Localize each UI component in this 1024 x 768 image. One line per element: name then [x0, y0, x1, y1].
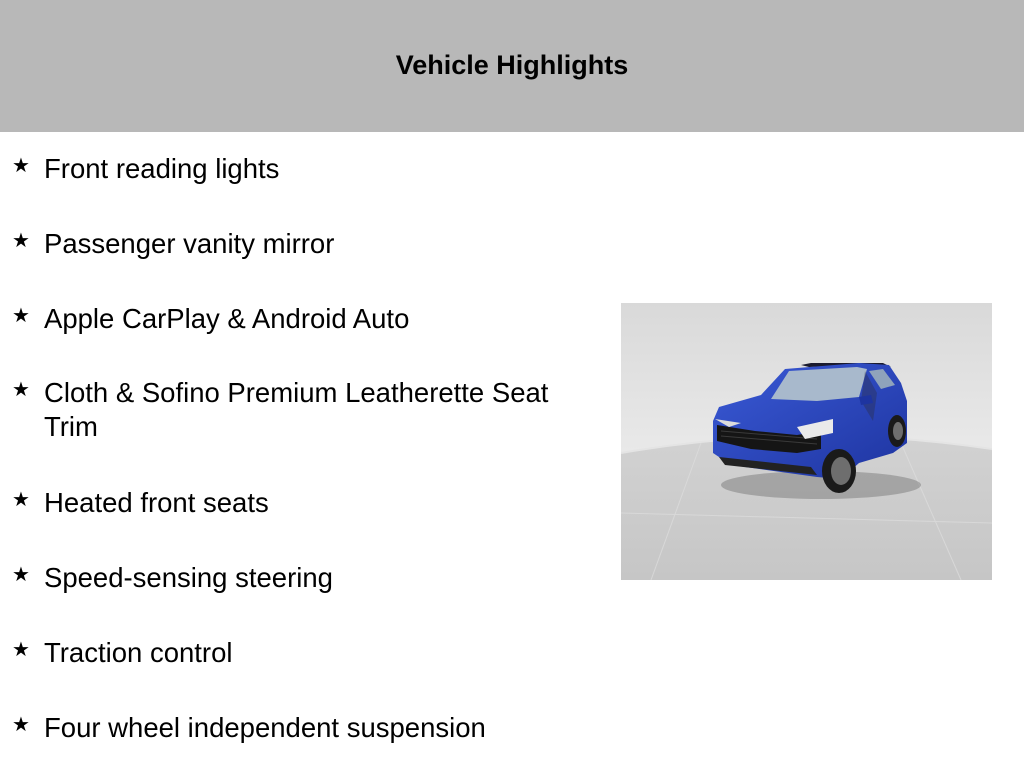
highlight-text: Front reading lights [44, 153, 280, 184]
highlight-item [12, 486, 572, 520]
star-icon: ★ [12, 153, 30, 177]
vehicle-photo [621, 303, 992, 580]
page-title: Vehicle Highlights [395, 49, 629, 80]
highlight-item [12, 561, 572, 595]
highlight-item [12, 302, 572, 336]
highlight-item [12, 152, 572, 186]
highlight-item [12, 227, 572, 261]
star-icon: ★ [12, 562, 30, 586]
star-icon: ★ [12, 712, 30, 736]
star-icon: ★ [12, 377, 30, 401]
star-icon: ★ [12, 637, 30, 661]
star-icon: ★ [12, 228, 30, 252]
star-icon: ★ [12, 487, 30, 511]
highlight-item [12, 636, 572, 670]
highlight-text: Apple CarPlay & Android Auto [44, 303, 410, 334]
highlight-text: Cloth & Sofino Premium Leatherette Seat Trim [44, 377, 549, 442]
highlight-text: Traction control [44, 637, 233, 668]
star-icon: ★ [12, 303, 30, 327]
highlight-text: Speed-sensing steering [44, 562, 333, 593]
highlight-item [12, 711, 572, 745]
header-banner [0, 0, 1024, 132]
highlight-item [12, 376, 572, 444]
highlight-text: Passenger vanity mirror [44, 228, 335, 259]
highlight-text: Heated front seats [44, 487, 269, 518]
highlight-text: Four wheel independent suspension [44, 712, 486, 743]
